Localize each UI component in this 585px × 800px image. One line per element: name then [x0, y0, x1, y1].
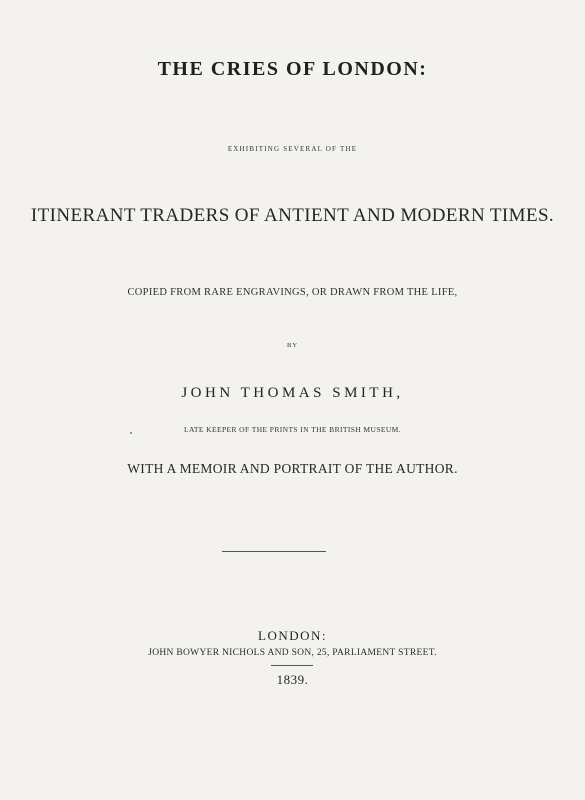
subtitle-exhibiting: EXHIBITING SEVERAL OF THE	[227, 145, 358, 153]
imprint-rule	[271, 665, 313, 666]
book-title: THE CRIES OF LONDON:	[157, 58, 428, 80]
divider-rule	[222, 551, 326, 552]
by-line: BY	[286, 342, 299, 349]
imprint-publisher: JOHN BOWYER NICHOLS AND SON, 25, PARLIAMENT STREET.	[148, 648, 437, 658]
imprint-city: LONDON:	[258, 628, 327, 643]
author-role: LATE KEEPER OF THE PRINTS IN THE BRITISH MUSEUM.	[183, 425, 402, 434]
source-note: COPIED FROM RARE ENGRAVINGS, OR DRAWN FROM THE LIFE,	[127, 287, 458, 298]
author-name: JOHN THOMAS SMITH,	[181, 385, 404, 401]
subtitle-traders: ITINERANT TRADERS OF ANTIENT AND MODERN TIMES.	[30, 205, 555, 226]
memoir-note: WITH A MEMOIR AND PORTRAIT OF THE AUTHOR.	[127, 461, 458, 476]
imprint-year: 1839.	[276, 672, 309, 687]
